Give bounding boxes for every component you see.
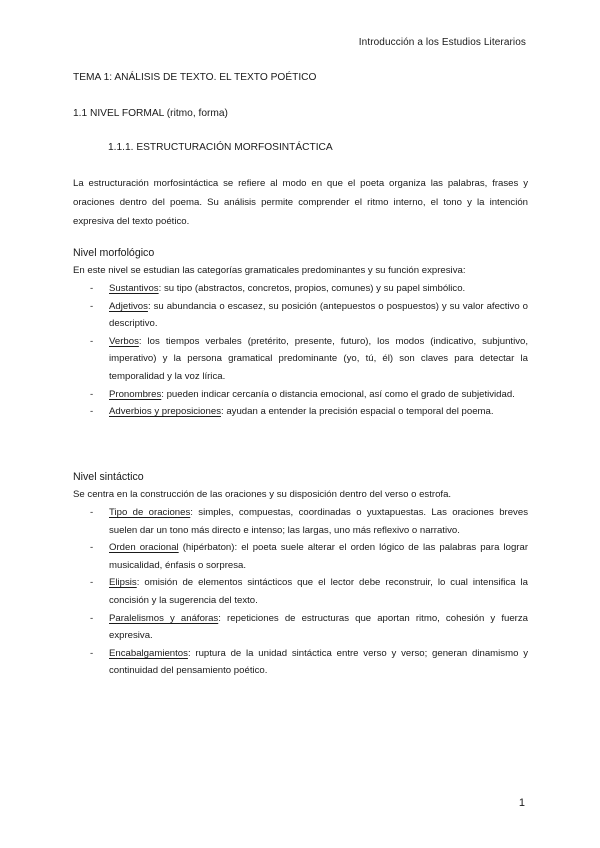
term: Encabalgamientos — [109, 647, 188, 659]
term: Sustantivos — [109, 283, 159, 294]
morphological-level-lead: En este nivel se estudian las categorías gramaticales predominantes y su función expresiva: — [73, 265, 466, 276]
morphological-items-list — [73, 280, 528, 421]
morphological-level-section — [73, 244, 528, 421]
syntactic-items-list — [73, 504, 528, 680]
item-text: : pueden indicar cercanía o distancia emocional, así como el grado de subjetividad. — [161, 388, 515, 400]
term: Adverbios y preposiciones — [109, 406, 221, 418]
term: Tipo de oraciones — [109, 507, 191, 518]
list-item — [73, 333, 528, 386]
item-text: : ruptura de la unidad sintáctica entre verso y verso; generan dinamismo y continuidad del pensamiento poético. — [109, 647, 528, 677]
dash-bullet: - — [90, 542, 94, 554]
page-header: Introducción a los Estudios Literarios — [358, 37, 526, 48]
term: Orden oracional — [109, 542, 179, 554]
dash-bullet: - — [90, 283, 94, 294]
item-text: : los tiempos verbales (pretérito, presente, futuro), los modos (indicativo, subjuntivo, imperativo) y la persona gramatical predominante (yo, tú, él) son claves para detectar la temporalidad y la voz lírica. — [109, 335, 528, 382]
item-text: : ayudan a entender la precisión espacial o temporal del poema. — [221, 406, 494, 418]
topic-title: TEMA 1: ANÁLISIS DE TEXTO. EL TEXTO POÉTICO — [73, 72, 317, 83]
list-item — [73, 280, 528, 298]
term: Elipsis — [109, 577, 137, 589]
dash-bullet: - — [90, 507, 94, 518]
dash-bullet: - — [90, 577, 94, 589]
item-text: : simples, compuestas, coordinadas o yuxtapuestas. Las oraciones breves suelen dar un tono más directo e intenso; las largas, uno más reflexivo o narrativo. — [109, 507, 528, 536]
list-item — [73, 539, 528, 574]
list-item — [73, 403, 528, 421]
item-text: : su tipo (abstractos, concretos, propios, comunes) y su papel simbólico. — [158, 283, 466, 294]
syntactic-level-title: Nivel sintáctico — [73, 471, 144, 483]
item-text: : repeticiones de estructuras que aportan ritmo, cohesión y fuerza expresiva. — [109, 612, 528, 642]
list-item — [73, 645, 528, 680]
morphological-level-title: Nivel morfológico — [73, 247, 155, 259]
dash-bullet: - — [90, 335, 94, 347]
dash-bullet: - — [90, 612, 94, 624]
term: Verbos — [109, 335, 139, 347]
term: Paralelismos y anáforas — [109, 612, 219, 624]
dash-bullet: - — [90, 388, 94, 400]
list-item — [73, 610, 528, 645]
subsection-title: 1.1.1. ESTRUCTURACIÓN MORFOSINTÁCTICA — [108, 142, 333, 153]
page-number: 1 — [518, 797, 525, 809]
item-text: (hipérbaton): el poeta suele alterar el orden lógico de las palabras para lograr musicalidad, énfasis o sorpresa. — [109, 542, 529, 571]
list-item — [73, 504, 528, 539]
dash-bullet: - — [90, 300, 94, 312]
term: Pronombres — [109, 388, 162, 400]
dash-bullet: - — [90, 647, 94, 659]
syntactic-level-lead: Se centra en la construcción de las oraciones y su disposición dentro del verso o estrofa. — [73, 489, 452, 500]
section-title: 1.1 NIVEL FORMAL (ritmo, forma) — [73, 108, 228, 119]
list-item — [73, 386, 528, 404]
list-item — [73, 574, 528, 609]
term: Adjetivos — [109, 300, 148, 312]
syntactic-level-section — [73, 468, 528, 680]
dash-bullet: - — [90, 406, 94, 418]
intro-paragraph: La estructuración morfosintáctica se refiere al modo en que el poeta organiza las palabras, frases y oraciones dentro del poema. Su análisis permite comprender el ritmo interno, el tono y la intención expresiva del texto poético. — [73, 178, 528, 227]
list-item — [73, 298, 528, 333]
item-text: : su abundancia o escasez, su posición (antepuestos o pospuestos) y su valor afectivo o descriptivo. — [109, 300, 528, 330]
item-text: : omisión de elementos sintácticos que el lector debe reconstruir, lo cual intensifica la concisión y la sugerencia del texto. — [109, 577, 528, 606]
